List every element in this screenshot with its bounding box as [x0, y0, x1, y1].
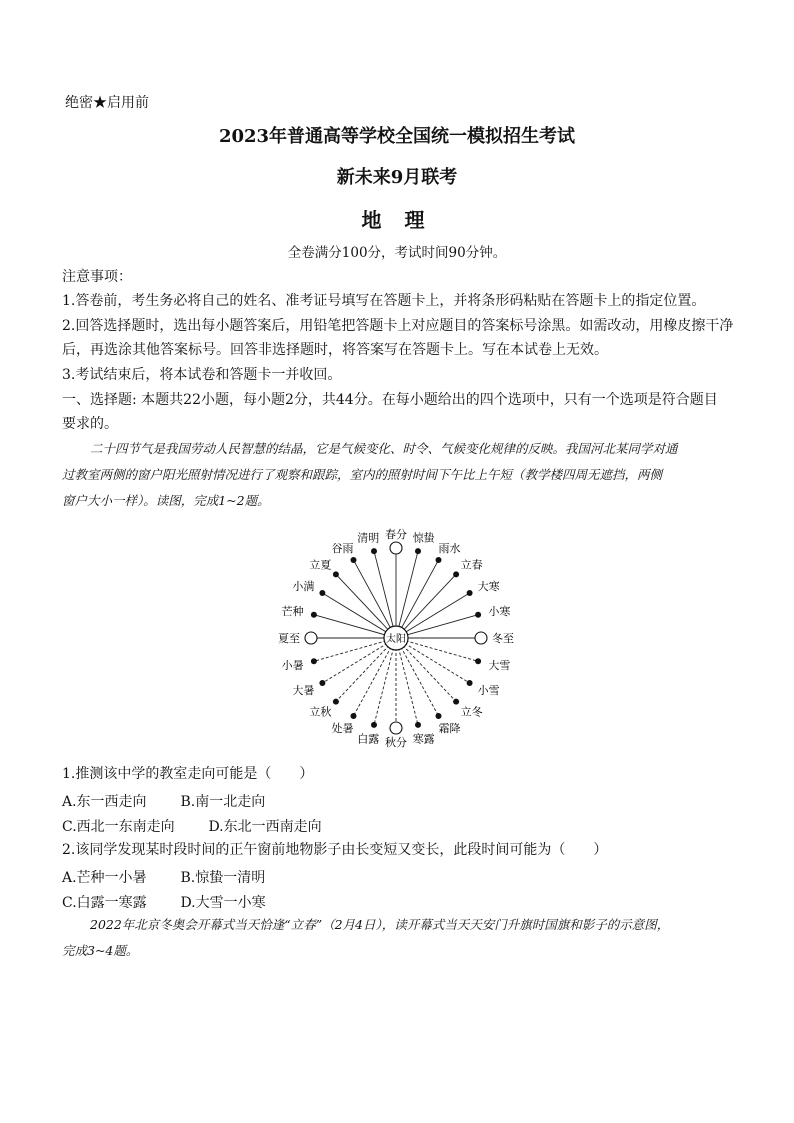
- term-label: 小雪: [477, 684, 500, 697]
- spoke-line: [314, 638, 396, 661]
- spoke-line: [336, 574, 396, 638]
- term-marker: [453, 699, 459, 705]
- spoke-line: [322, 638, 396, 683]
- spoke-line: [396, 638, 470, 683]
- solar-terms-diagram: [246, 524, 546, 754]
- term-label: 春分: [385, 528, 407, 541]
- term-marker: [319, 680, 325, 686]
- spoke-line: [396, 638, 418, 725]
- q2-option-c[interactable]: C.白露一寒露: [62, 895, 147, 911]
- term-marker: [475, 632, 487, 644]
- term-marker: [305, 632, 317, 644]
- term-label: 惊蛰: [412, 531, 435, 545]
- term-label: 雨水: [438, 541, 461, 555]
- term-label: 秋分: [385, 736, 407, 749]
- spoke-line: [374, 551, 396, 638]
- exam-subtitle: 新未来9月联考: [336, 167, 458, 188]
- term-marker: [311, 658, 317, 664]
- term-marker: [351, 557, 357, 563]
- term-marker: [333, 699, 339, 705]
- term-label: 谷雨: [331, 541, 354, 555]
- spoke-line: [314, 615, 396, 638]
- term-marker: [415, 548, 421, 554]
- spoke-line: [396, 574, 456, 638]
- term-label: 小寒: [488, 605, 511, 619]
- term-label: 夏至: [278, 632, 300, 645]
- term-label: 大暑: [292, 684, 315, 697]
- spoke-line: [374, 638, 396, 725]
- term-marker: [311, 612, 317, 618]
- term-marker: [390, 542, 402, 554]
- term-label: 立夏: [309, 558, 332, 572]
- term-marker: [475, 658, 481, 664]
- note-2b: 后，再选涂其他答案标号。回答非选择题时，将答案写在答题卡上。写在本试卷上无效。: [62, 342, 608, 358]
- term-marker: [390, 722, 402, 734]
- q1-option-c[interactable]: C.西北一东南走向: [62, 819, 175, 835]
- intro2-line2: 完成3~4题。: [62, 943, 139, 958]
- q2-option-d[interactable]: D.大雪一小寒: [180, 895, 266, 911]
- term-label: 芒种: [281, 605, 304, 619]
- term-label: 白露: [357, 732, 380, 746]
- term-label: 清明: [357, 531, 380, 545]
- term-marker: [467, 680, 473, 686]
- note-1: 1.答卷前，考生务必将自己的姓名、准考证号填写在答题卡上，并将条形码粘贴在答题卡上的指定位置。: [62, 293, 706, 309]
- subject-title: 地 理: [361, 208, 433, 232]
- q1-option-b[interactable]: B.南一北走向: [180, 794, 266, 810]
- q1-option-a[interactable]: A.东一西走向: [62, 794, 147, 810]
- term-label: 霜降: [438, 722, 461, 736]
- term-label: 冬至: [492, 632, 514, 645]
- intro2-line1: 2022年北京冬奥会开幕式当天恰逢“立春”（2月4日），读开幕式当天天安门升旗时国旗和影子的示意图，: [90, 917, 670, 932]
- term-label: 小满: [292, 580, 315, 593]
- note-2a: 2.回答选择题时，选出每小题答案后，用铅笔把答题卡上对应题目的答案标号涂黑。如需改动，用橡皮擦干净: [62, 318, 734, 334]
- term-marker: [436, 713, 442, 719]
- term-marker: [351, 713, 357, 719]
- term-marker: [436, 557, 442, 563]
- term-label: 立秋: [309, 705, 332, 719]
- spoke-line: [336, 638, 396, 702]
- spoke-line: [396, 638, 456, 702]
- term-marker: [453, 571, 459, 577]
- sun-label: 太阳: [386, 634, 406, 645]
- term-label: 小暑: [281, 658, 304, 672]
- q2-option-b[interactable]: B.惊蛰一清明: [180, 870, 266, 886]
- term-label: 大寒: [477, 580, 500, 593]
- q1-option-d[interactable]: D.东北一西南走向: [208, 819, 322, 835]
- term-marker: [371, 722, 377, 728]
- spoke-line: [396, 638, 439, 716]
- q1-stem: 1.推测该中学的教室走向可能是（ ）: [62, 766, 314, 782]
- spoke-line: [396, 615, 478, 638]
- term-marker: [415, 722, 421, 728]
- exam-title: 2023年普通高等学校全国统一模拟招生考试: [218, 126, 576, 147]
- spoke-line: [354, 638, 397, 716]
- spoke-line: [354, 560, 397, 638]
- spoke-line: [396, 593, 470, 638]
- term-label: 处暑: [331, 722, 354, 736]
- spoke-line: [322, 593, 396, 638]
- term-marker: [371, 548, 377, 554]
- intro1-line3: 窗户大小一样）。读图，完成1~2题。: [62, 493, 270, 508]
- term-marker: [319, 590, 325, 596]
- intro1-line1: 二十四节气是我国劳动人民智慧的结晶，它是气候变化、时令、气候变化规律的反映。我国河北某同学对通: [90, 441, 678, 456]
- term-marker: [475, 612, 481, 618]
- spoke-line: [396, 638, 478, 661]
- section1-line1: 一、选择题: 本题共22小题，每小题2分，共44分。在每小题给出的四个选项中，只有一个选项是符合题目: [62, 392, 718, 408]
- intro1-line2: 过教室两侧的窗户阳光照射情况进行了观察和跟踪，室内的照射时间下午比上午短（教学楼四周无遮挡，两侧: [62, 467, 663, 482]
- term-marker: [333, 571, 339, 577]
- q2-stem: 2.该同学发现某时段时间的正午窗前地物影子由长变短又变长，此段时间可能为（ ）: [62, 842, 608, 858]
- score-line: 全卷满分100分，考试时间90分钟。: [287, 245, 507, 261]
- term-label: 寒露: [412, 732, 435, 746]
- term-label: 立春: [460, 558, 483, 572]
- q2-option-a[interactable]: A.芒种一小暑: [62, 870, 147, 886]
- secret-label: 绝密★启用前: [65, 95, 149, 111]
- spoke-line: [396, 551, 418, 638]
- notes-heading: 注意事项：: [62, 269, 132, 285]
- section1-line2: 要求的。: [62, 416, 118, 432]
- term-label: 大雪: [488, 658, 511, 672]
- term-marker: [467, 590, 473, 596]
- term-label: 立冬: [460, 705, 483, 719]
- note-3: 3.考试结束后，将本试卷和答题卡一并收回。: [62, 367, 342, 383]
- spoke-line: [396, 560, 439, 638]
